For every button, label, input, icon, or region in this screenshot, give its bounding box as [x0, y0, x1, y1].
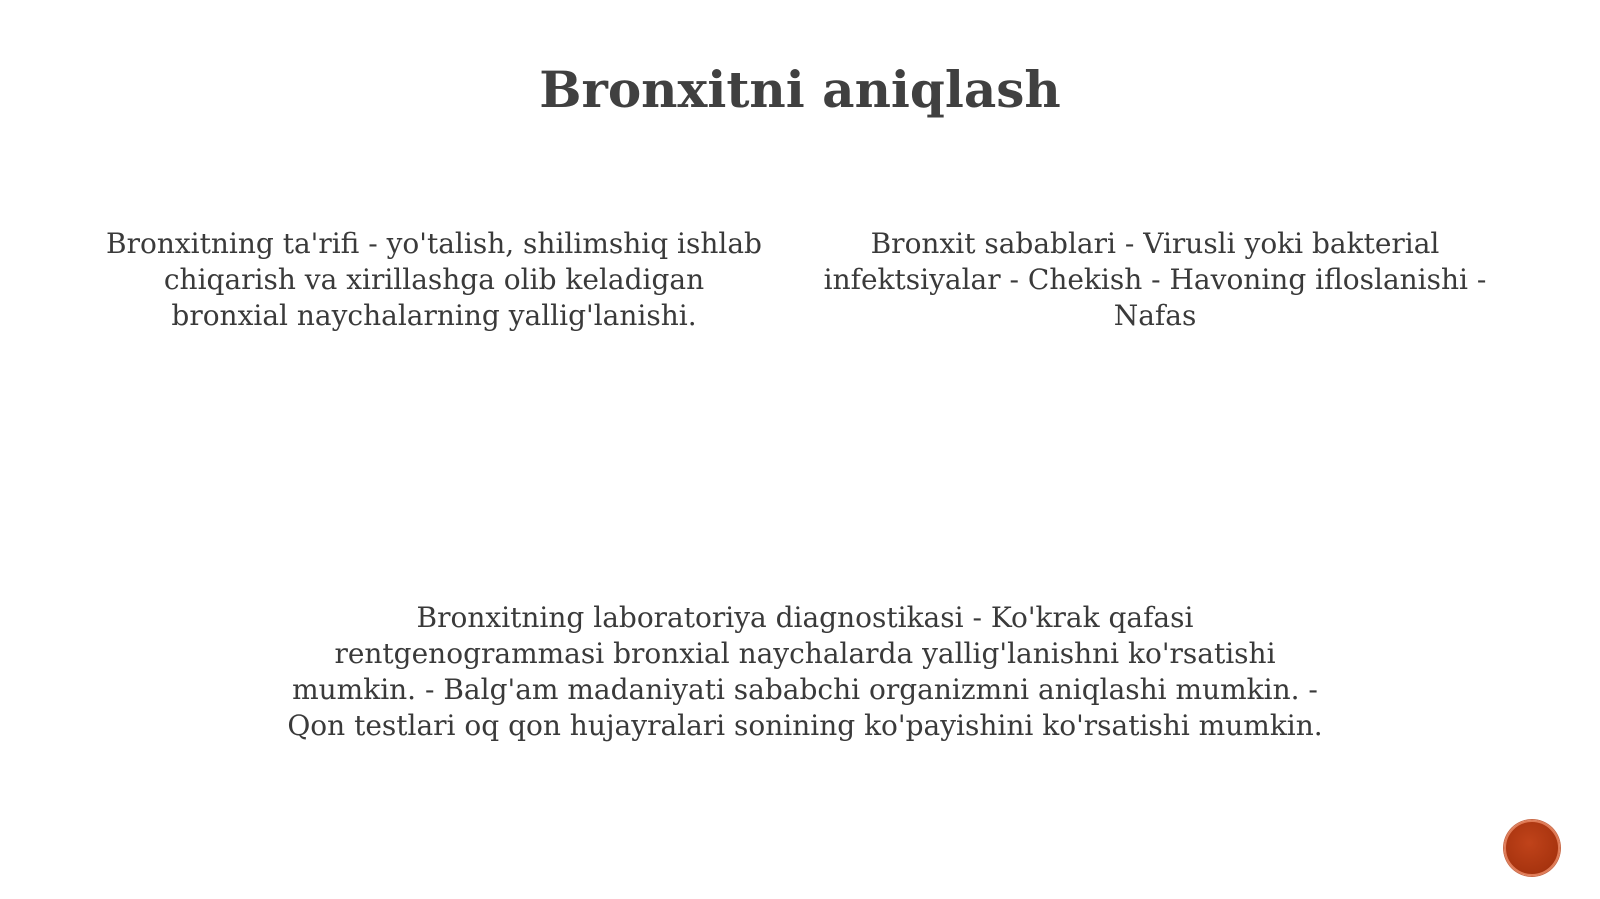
slide-title: Bronxitni aniqlash — [539, 60, 1061, 119]
circle-nav-icon[interactable] — [1504, 820, 1560, 876]
definition-text: Bronxitning ta'rifi - yo'talish, shilimshiq ishlab chiqarish va xirillashga olib keladigan bronxial naychalarning yallig'lanishi. — [106, 227, 762, 332]
diagnostics-text: Bronxitning laboratoriya diagnostikasi - Ko'krak qafasi rentgenogrammasi bronxial naychalarda yallig'lanishni ko'rsatishi mumkin. - Balg'am madaniyati sababchi organizmni aniqlashi mumkin. - Qon testlari oq qon hujayralari sonining ko'payishini ko'rsatishi mumkin. — [287, 601, 1323, 742]
causes-text: Bronxit sabablari - Virusli yoki bakterial infektsiyalar - Chekish - Havoning ifloslanishi - Nafas — [823, 227, 1487, 332]
